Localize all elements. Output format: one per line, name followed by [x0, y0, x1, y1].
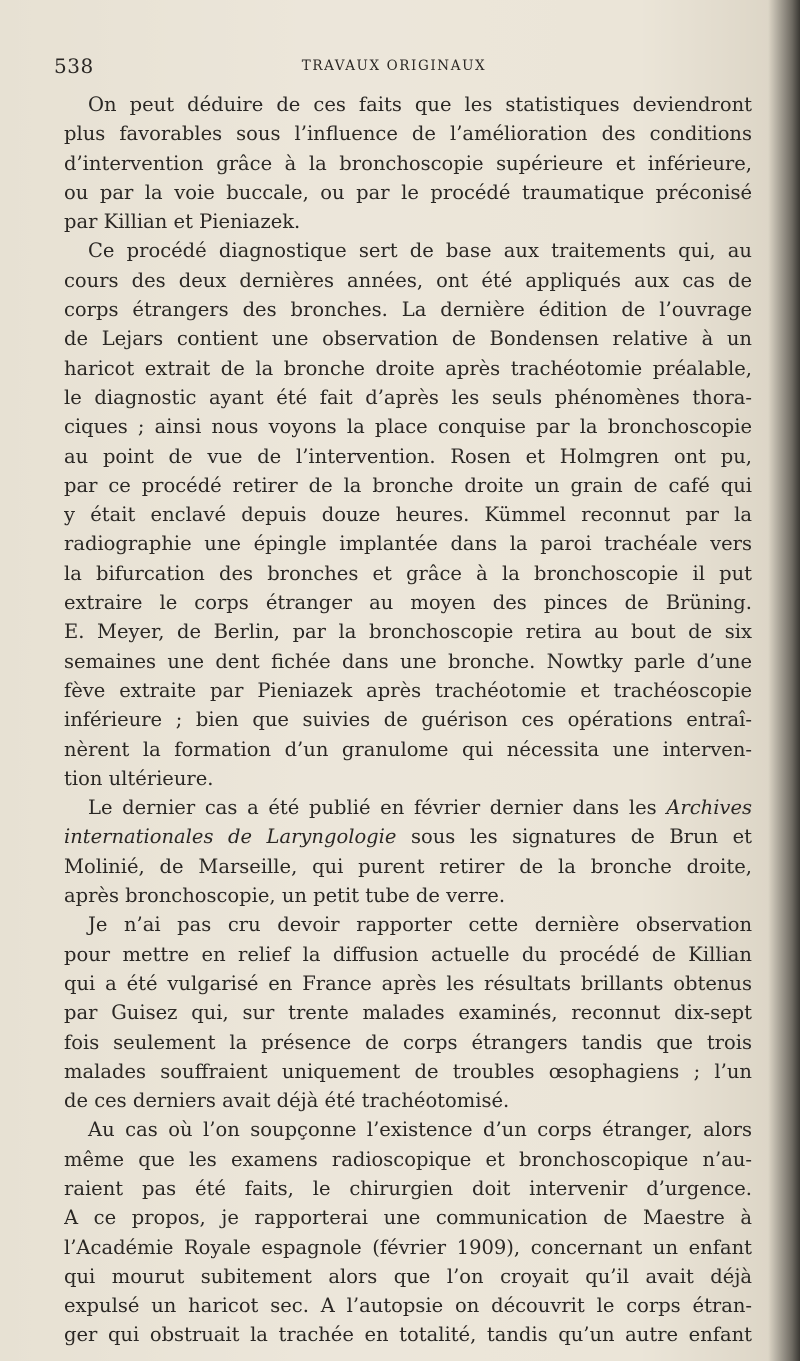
text-line: malades souffraient uniquement de troubles œsophagiens ; l’un [64, 1059, 752, 1083]
text-line: l’Académie Royale espagnole (février 1909), concernant un enfant [64, 1235, 752, 1259]
text-line: extraire le corps étranger au moyen des pinces de Brüning. [64, 591, 752, 615]
text-line: d’intervention grâce à la bronchoscopie supérieure et inférieure, [64, 151, 752, 175]
text-line: qui mourut subitement alors que l’on croyait qu’il avait déjà [64, 1264, 752, 1288]
text-line: corps étrangers des bronches. La dernière édition de l’ouvrage [64, 298, 752, 322]
page-header [54, 54, 754, 84]
text-line: inférieure ; bien que suivies de guérison ces opérations entraî- [64, 708, 752, 732]
text-line: ciques ; ainsi nous voyons la place conquise par la bronchoscopie [64, 415, 752, 439]
text-line: par ce procédé retirer de la bronche droite un grain de café qui [64, 473, 752, 497]
journal-title-italic: internationales de Laryngologie [64, 825, 397, 849]
text-line: haricot extrait de la bronche droite après trachéotomie préalable, [64, 356, 752, 380]
text-line: de ces derniers avait déjà été trachéotomisé. [64, 1089, 510, 1113]
text-line: la bifurcation des bronches et grâce à la bronchoscopie il put [64, 561, 752, 585]
text-line: On peut déduire de ces faits que les statistiques deviendront [88, 93, 752, 116]
text-line-with-italic [64, 822, 752, 851]
text-line: expulsé un haricot sec. A l’autopsie on découvrit le corps étran- [64, 1294, 752, 1318]
text-line: après bronchoscopie, un petit tube de verre. [64, 884, 506, 908]
text-line: radiographie une épingle implantée dans la paroi trachéale vers [64, 532, 752, 556]
text-line: de Lejars contient une observation de Bondensen relative à un [64, 327, 752, 351]
text-line: fève extraite par Pieniazek après trachéotomie et trachéoscopie [64, 678, 752, 702]
text-line: A ce propos, je rapporterai une communication de Maestre à [64, 1206, 752, 1230]
text-line: cours des deux dernières années, ont été appliqués aux cas de [64, 268, 752, 292]
text-line: qui a été vulgarisé en France après les résultats brillants obtenus [64, 971, 752, 995]
text-line: y était enclavé depuis douze heures. Kümmel reconnut par la [64, 503, 752, 527]
text-line: par Killian et Pieniazek. [64, 210, 301, 234]
text-line: ger qui obstruait la trachée en totalité, tandis qu’un autre enfant [64, 1323, 752, 1347]
text-line: Au cas où l’on soupçonne l’existence d’un corps étranger, alors [88, 1118, 752, 1142]
text-line: par Guisez qui, sur trente malades examinés, reconnut dix-sept [64, 1001, 752, 1025]
page-number: 538 [54, 54, 94, 78]
text-line: fois seulement la présence de corps étrangers tandis que trois [64, 1030, 752, 1054]
text-line-with-italic [64, 793, 752, 822]
text-line: nèrent la formation d’un granulome qui nécessita une interven- [64, 737, 752, 761]
running-title: TRAVAUX ORIGINAUX [301, 58, 487, 74]
text-line: même que les examens radioscopique et bronchoscopique n’au- [64, 1147, 752, 1171]
text-line: ou par la voie buccale, ou par le procédé traumatique préconisé [64, 180, 752, 204]
text-line: E. Meyer, de Berlin, par la bronchoscopie retira au bout de six [64, 620, 752, 644]
text-line: semaines une dent fichée dans une bronche. Nowtky parle d’une [64, 649, 752, 673]
text-line: raient pas été faits, le chirurgien doit intervenir d’urgence. [64, 1176, 752, 1200]
text-line: au point de vue de l’intervention. Rosen et Holmgren ont pu, [64, 444, 752, 468]
text-line: plus favorables sous l’influence de l’amélioration des conditions [64, 122, 752, 146]
text-line: Je n’ai pas cru devoir rapporter cette dernière observation [88, 913, 752, 937]
text-fragment: sous les signatures de Brun et [410, 825, 752, 849]
journal-title-italic: Archives [666, 796, 752, 820]
text-fragment: Le dernier cas a été publié en février dernier dans les [88, 796, 657, 820]
text-line: pour mettre en relief la diffusion actuelle du procédé de Killian [64, 942, 752, 966]
body-text [64, 90, 752, 1350]
text-line: Ce procédé diagnostique sert de base aux traitements qui, au [88, 239, 752, 263]
text-line: Molinié, de Marseille, qui purent retirer de la bronche droite, [64, 854, 752, 878]
text-line: tion ultérieure. [64, 766, 214, 790]
text-line: le diagnostic ayant été fait d’après les seuls phénomènes thora- [64, 385, 752, 409]
